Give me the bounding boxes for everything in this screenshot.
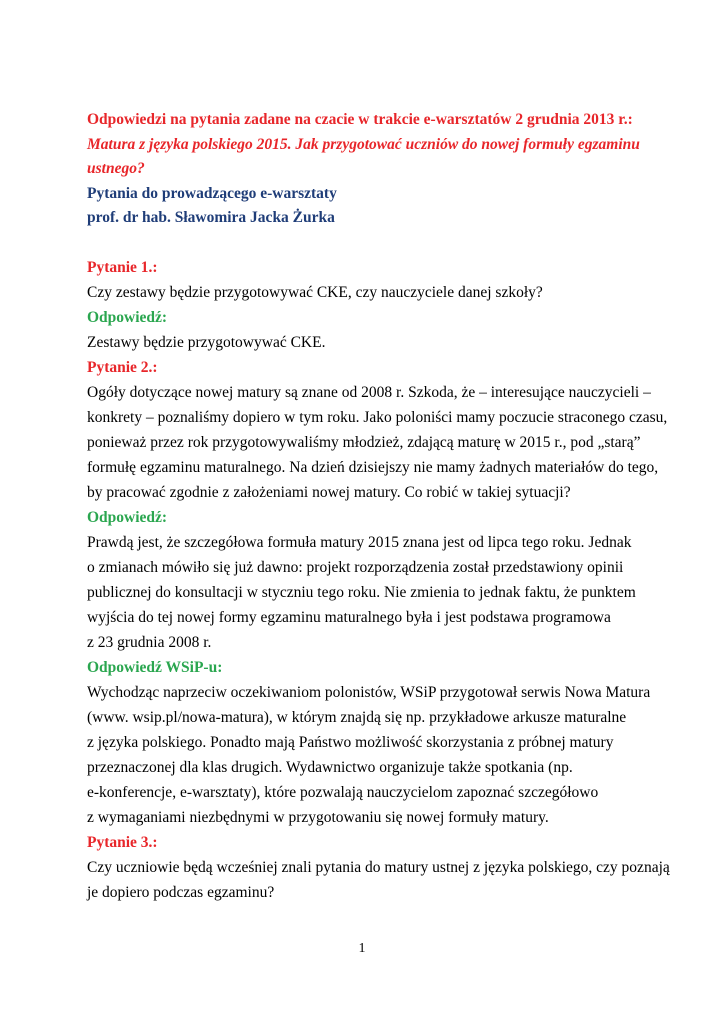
host-heading: Pytania do prowadzącego e-warsztaty — [87, 184, 337, 202]
question-3-line: je dopiero podczas egzaminu? — [87, 883, 275, 901]
host-name: prof. dr hab. Sławomira Jacka Żurka — [87, 209, 335, 226]
wsip-answer-text — [87, 680, 651, 830]
answer-2-text — [87, 530, 647, 655]
wsip-answer-line: przeznaczonej dla klas drugich. Wydawnictwo organizuje także spotkania (np. — [87, 758, 573, 776]
wsip-answer-line: (www. wsip.pl/nowa-matura), w którym znajdą się np. przykładowe arkusze maturalne — [87, 708, 627, 726]
document-title: Odpowiedzi na pytania zadane na czacie w trakcie e-warsztatów 2 grudnia 2013 r.: — [87, 111, 633, 128]
answer-2-line: Prawdą jest, że szczegółowa formuła matury 2015 znana jest od lipca tego roku. Jednak — [87, 533, 632, 551]
answer-1-line: Zestawy będzie przygotowywać CKE. — [87, 333, 326, 351]
question-1-line: Czy zestawy będzie przygotowywać CKE, czy nauczyciele danej szkoły? — [87, 283, 543, 301]
wsip-answer-label: Odpowiedź WSiP-u: — [87, 658, 223, 676]
question-3-line: Czy uczniowie będą wcześniej znali pytania do matury ustnej z języka polskiego, czy poznają — [87, 858, 670, 876]
answer-2-line: publicznej do konsultacji w styczniu tego roku. Nie zmienia to jednak faktu, że punktem — [87, 583, 636, 601]
answer-2-label: Odpowiedź: — [87, 508, 168, 526]
question-2-text — [87, 380, 668, 505]
document-subtitle-line-2: ustnego? — [87, 160, 145, 177]
wsip-answer-line: Wychodząc naprzeciw oczekiwaniom polonistów, WSiP przygotował serwis Nowa Matura — [87, 683, 651, 701]
answer-2-line: o zmianach mówiło się już dawno: projekt rozporządzenia został przedstawiony opinii — [87, 558, 624, 576]
question-1-text — [87, 280, 647, 305]
answer-2-line: wyjścia do tej nowej formy egzaminu maturalnego była i jest podstawa programowa — [87, 608, 611, 626]
question-2-label: Pytanie 2.: — [87, 358, 158, 376]
spacer — [87, 231, 647, 255]
question-2-line: Ogóły dotyczące nowej matury są znane od 2008 r. Szkoda, że – interesujące nauczycieli – — [87, 383, 651, 401]
question-2-line: by pracować zgodnie z założeniami nowej matury. Co robić w takiej sytuacji? — [87, 483, 571, 501]
question-2-line: konkrety – poznaliśmy dopiero w tym roku. Jako poloniści mamy poczucie straconego czasu, — [87, 408, 668, 426]
question-1-label: Pytanie 1.: — [87, 258, 158, 276]
answer-1-text — [87, 330, 647, 355]
question-2-line: ponieważ przez rok przygotowywaliśmy młodzież, zdającą maturę w 2015 r., pod „starą” — [87, 433, 641, 451]
question-2-line: formułę egzaminu maturalnego. Na dzień dzisiejszy nie mamy żadnych materiałów do tego, — [87, 458, 659, 476]
document-subtitle-line-1: Matura z języka polskiego 2015. Jak przygotować uczniów do nowej formuły egzaminu — [87, 135, 640, 153]
wsip-answer-line: z wymaganiami niezbędnymi w przygotowaniu się nowej formuły matury. — [87, 808, 549, 826]
document-body — [87, 108, 670, 905]
question-3-text — [87, 855, 670, 905]
wsip-answer-line: z języka polskiego. Ponadto mają Państwo możliwość skorzystania z próbnej matury — [87, 733, 614, 751]
question-3-label: Pytanie 3.: — [87, 833, 158, 851]
answer-1-label: Odpowiedź: — [87, 308, 168, 326]
answer-2-line: z 23 grudnia 2008 r. — [87, 633, 212, 651]
page-number: 1 — [358, 941, 366, 956]
wsip-answer-line: e-konferencje, e-warsztaty), które pozwalają nauczycielom zapoznać szczegółowo — [87, 783, 599, 801]
